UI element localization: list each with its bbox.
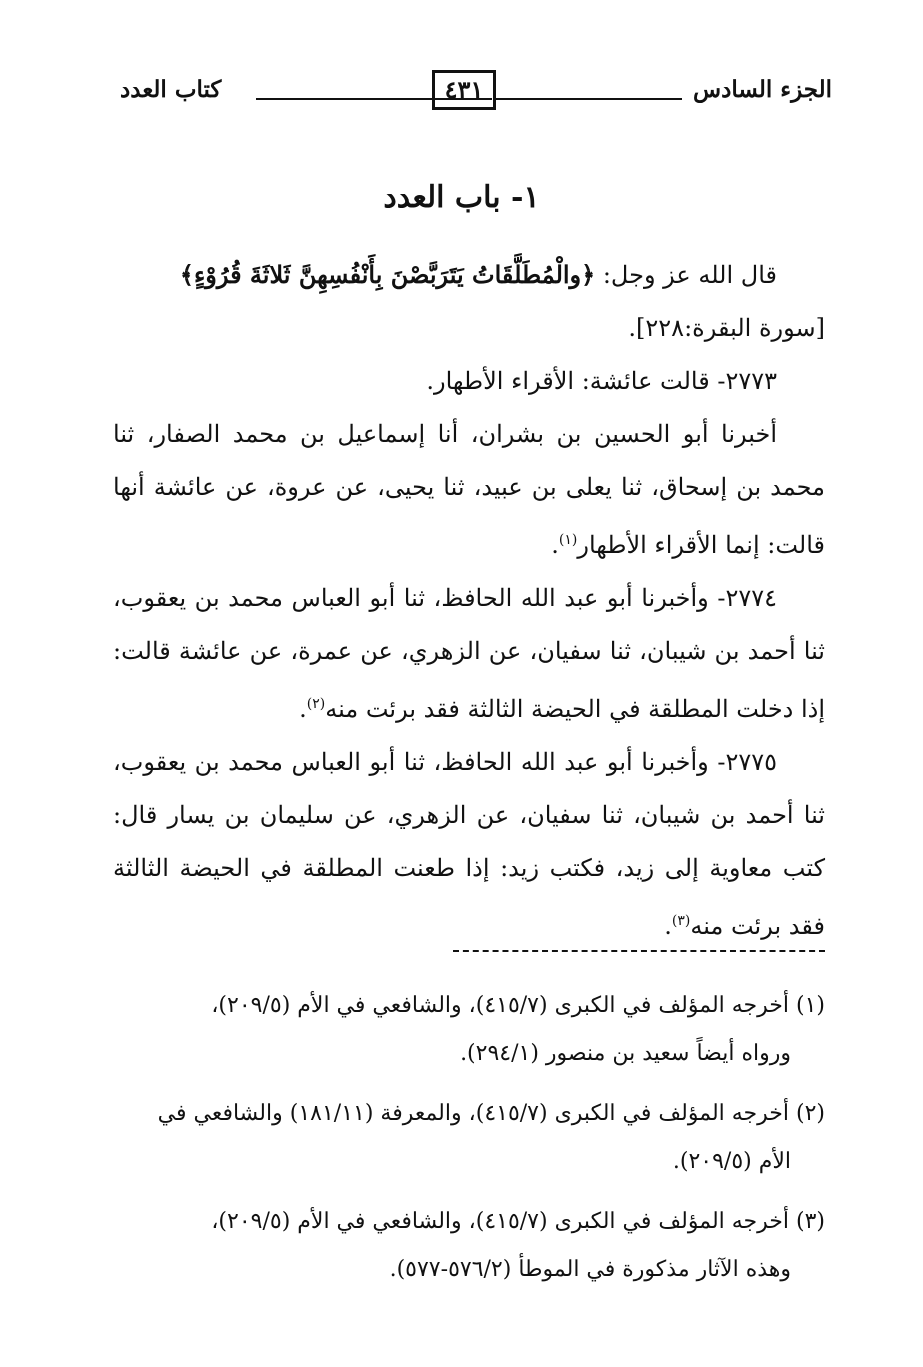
hadith-2773-heading: ٢٧٧٣- قالت عائشة: الأقراء الأطهار. bbox=[426, 367, 777, 395]
footnotes bbox=[113, 982, 825, 1306]
footnote-3: (٣) أخرجه المؤلف في الكبرى (٤١٥/٧)، والشافعي في الأم (٢٠٩/٥)، وهذه الآثار مذكورة في الموطأ (٥٧٦/٢-٥٧٧). bbox=[211, 1209, 825, 1282]
verse-reference: [سورة البقرة:٢٢٨]. bbox=[628, 314, 825, 342]
volume-label: الجزء السادس bbox=[693, 76, 832, 103]
footnote-ref-3: (٣) bbox=[671, 913, 691, 929]
footnote-ref-2: (٢) bbox=[306, 696, 326, 712]
header-rule-right bbox=[492, 98, 682, 100]
footnote-1: (١) أخرجه المؤلف في الكبرى (٤١٥/٧)، والشافعي في الأم (٢٠٩/٥)، ورواه أيضاً سعيد بن منصور (٢٩٤/١). bbox=[211, 993, 825, 1066]
footnote-2: (٢) أخرجه المؤلف في الكبرى (٤١٥/٧)، والمعرفة (١٨١/١١) والشافعي في الأم (٢٠٩/٥). bbox=[157, 1101, 825, 1174]
quran-verse: ﴿والْمُطَلَّقَاتُ يَتَرَبَّصْنَ بِأَنْفُسِهِنَّ ثَلاثَةَ قُرُوْءٍ﴾ bbox=[179, 260, 596, 289]
intro-prefix: قال الله عز وجل: bbox=[595, 261, 777, 289]
footnote-separator bbox=[453, 950, 825, 952]
book-label: كتاب العدد bbox=[120, 76, 222, 103]
running-header bbox=[120, 62, 832, 120]
footnote-ref-1: (١) bbox=[558, 532, 578, 548]
hadith-2773-text: أخبرنا أبو الحسين بن بشران، أنا إسماعيل بن محمد الصفار، ثنا محمد بن إسحاق، ثنا يعلى بن عبيد، ثنا يحيى، عن عروة، عن عائشة أنها قالت: إنما الأقراء الأطهار$^{(١)}$. bbox=[113, 420, 825, 559]
hadith-2774-text: ٢٧٧٤- وأخبرنا أبو عبد الله الحافظ، ثنا أبو العباس محمد بن يعقوب، ثنا أحمد بن شيبان، ثنا سفيان، عن الزهري، عن عمرة، عن عائشة قالت: إذا دخلت المطلقة في الحيضة الثالثة فقد برئت منه$^{(٢)}$. bbox=[113, 584, 825, 723]
hadith-2775-text: ٢٧٧٥- وأخبرنا أبو عبد الله الحافظ، ثنا أبو العباس محمد بن يعقوب، ثنا أحمد بن شيبان، ثنا سفيان، عن الزهري، عن سليمان بن يسار قال: كتب معاوية إلى زيد، فكتب زيد: إذا طعنت المطلقة في الحيضة الثالثة فقد برئت منه$^{(٣)}$. bbox=[113, 748, 825, 940]
main-text bbox=[113, 248, 825, 953]
header-rule-left bbox=[256, 98, 492, 100]
chapter-title: ١- باب العدد bbox=[383, 180, 540, 215]
page-number: ٤٣١ bbox=[432, 70, 496, 110]
intro-paragraph bbox=[113, 248, 825, 302]
